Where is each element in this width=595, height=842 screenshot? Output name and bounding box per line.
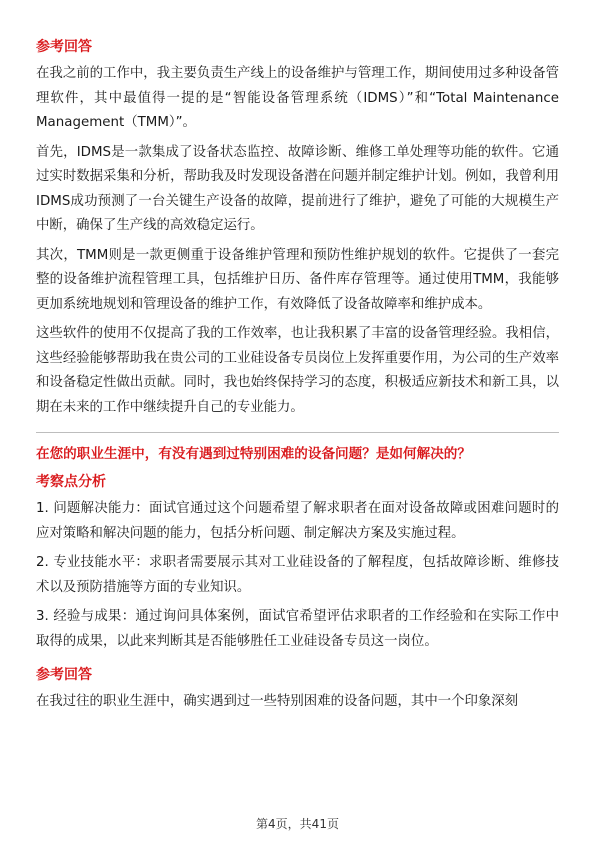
analysis-item: 1. 问题解决能力：面试官通过这个问题希望了解求职者在面对设备故障或困难问题时的应对策略和解决问题的能力，包括分析问题、制定解决方案及实施过程。 <box>36 501 559 541</box>
reference-answer-heading: 参考回答 <box>36 39 92 55</box>
analysis-item: 2. 专业技能水平：求职者需要展示其对工业硅设备的了解程度，包括故障诊断、维修技术以及预防措施等方面的专业知识。 <box>36 555 559 595</box>
page-content <box>36 36 559 720</box>
answer-paragraph: 其次，TMM则是一款更侧重于设备维护管理和预防性维护规划的软件。它提供了一套完整的设备维护流程管理工具，包括维护日历、备件库存管理等。通过使用TMM，我能够更加系统地规划和管理设备的维护工作，有效降低了设备故障率和维护成本。 <box>36 247 559 312</box>
answer-paragraph: 在我过往的职业生涯中，确实遇到过一些特别困难的设备问题，其中一个印象深刻 <box>36 694 519 709</box>
interview-question: 在您的职业生涯中，有没有遇到过特别困难的设备问题？是如何解决的？ <box>36 446 471 462</box>
section-divider <box>36 432 559 433</box>
answer-paragraph: 这些软件的使用不仅提高了我的工作效率，也让我积累了丰富的设备管理经验。我相信，这些经验能够帮助我在贵公司的工业硅设备专员岗位上发挥重要作用，为公司的生产效率和设备稳定性做出贡献。同时，我也始终保持学习的态度，积极适应新技术和新工具，以期在未来的工作中继续提升自己的专业能力。 <box>36 326 559 415</box>
page-number: 第4页，共41页 <box>256 817 339 831</box>
analysis-item: 3. 经验与成果：通过询问具体案例，面试官希望评估求职者的工作经验和在实际工作中取得的成果，以此来判断其是否能够胜任工业硅设备专员这一岗位。 <box>36 609 559 649</box>
answer-paragraph: 首先，IDMS是一款集成了设备状态监控、故障诊断、维修工单处理等功能的软件。它通过实时数据采集和分析，帮助我及时发现设备潜在问题并制定维护计划。例如，我曾利用IDMS成功预测了一台关键生产设备的故障，提前进行了维护，避免了可能的大规模生产中断，确保了生产线的高效稳定运行。 <box>36 144 559 233</box>
reference-answer-heading-2: 参考回答 <box>36 667 92 683</box>
answer-paragraph: 在我之前的工作中，我主要负责生产线上的设备维护与管理工作，期间使用过多种设备管理软件，其中最值得一提的是“智能设备管理系统（IDMS）”和“Total Maintenance Management（TMM）”。 <box>36 66 559 130</box>
analysis-heading: 考察点分析 <box>36 474 106 490</box>
